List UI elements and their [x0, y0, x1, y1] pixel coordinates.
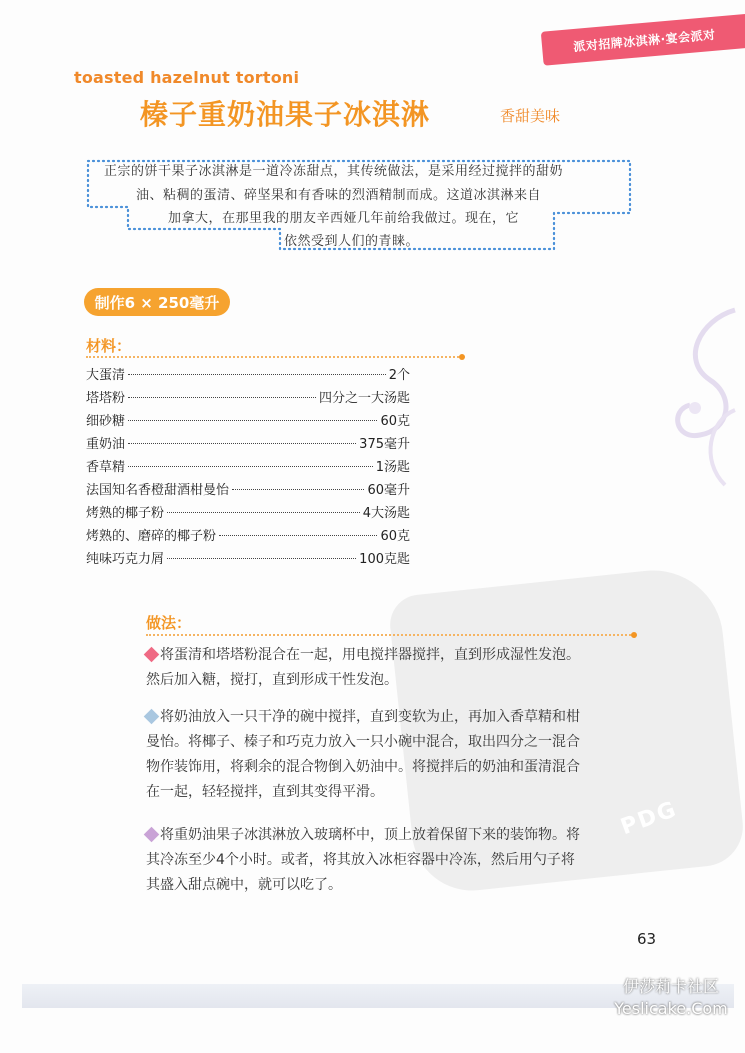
- site-watermark-line-1: 伊莎莉卡社区: [622, 977, 719, 996]
- ingredient-name: 大蛋清: [86, 368, 126, 383]
- ingredient-name: 法国知名香橙甜酒柑曼怡: [86, 483, 230, 498]
- leader-dots: [128, 420, 377, 421]
- ingredient-amount: 4大汤匙: [362, 506, 410, 521]
- site-watermark-line-2: Yeslicake.Com: [614, 999, 728, 1018]
- ingredient-name: 纯味巧克力屑: [86, 552, 165, 567]
- list-item: [86, 456, 410, 479]
- ingredient-amount: 60毫升: [367, 483, 410, 498]
- step-text: 将重奶油果子冰淇淋放入玻璃杯中，顶上放着保留下来的装饰物。将其冷冻至少4个小时。或者，将其放入冰柜容器中冷冻，然后用勺子将其盛入甜点碗中，就可以吃了。: [146, 827, 580, 893]
- diamond-bullet-icon: [144, 826, 160, 842]
- intro-line-2: 油、粘稠的蛋清、碎坚果和有香味的烈酒精制而成。这道冰淇淋来自: [136, 188, 542, 203]
- category-tag: 派对招牌冰淇淋·宴会派对: [541, 14, 745, 66]
- intro-box: [84, 155, 634, 253]
- list-item: [86, 525, 410, 548]
- list-item: [86, 548, 410, 571]
- diamond-bullet-icon: [144, 646, 160, 662]
- ingredient-amount: 60克: [380, 529, 410, 544]
- method-divider: [146, 634, 634, 636]
- list-item: [86, 479, 410, 502]
- diamond-bullet-icon: [144, 708, 160, 724]
- recipe-subtitle: 香甜美味: [500, 107, 561, 125]
- leader-dots: [219, 535, 377, 536]
- intro-line-1: 正宗的饼干果子冰淇淋是一道冷冻甜点，其传统做法，是采用经过搅拌的甜奶: [104, 164, 564, 179]
- ingredient-name: 烤熟的椰子粉: [86, 506, 165, 521]
- leader-dots: [167, 512, 360, 513]
- ingredients-list: [86, 364, 410, 571]
- ingredient-name: 烤熟的、磨碎的椰子粉: [86, 529, 217, 544]
- ingredient-amount: 375毫升: [359, 437, 410, 452]
- leader-dots: [232, 489, 364, 490]
- step-text: 将蛋清和塔塔粉混合在一起，用电搅拌器搅拌，直到形成湿性发泡。然后加入糖，搅打，直到形成干性发泡。: [146, 647, 580, 688]
- page-number: 63: [637, 930, 657, 948]
- list-item: [86, 410, 410, 433]
- ingredient-name: 细砂糖: [86, 414, 126, 429]
- intro-line-3: 加拿大，在那里我的朋友辛西娅几年前给我做过。现在，它: [168, 211, 520, 226]
- ingredient-amount: 1汤匙: [375, 460, 410, 475]
- english-title: toasted hazelnut tortoni: [74, 68, 300, 87]
- list-item: [86, 387, 410, 410]
- leader-dots: [128, 466, 373, 467]
- list-item: [86, 364, 410, 387]
- list-item: [86, 433, 410, 456]
- site-watermark: [606, 976, 736, 1028]
- method-step: [146, 705, 586, 805]
- leader-dots: [128, 374, 386, 375]
- step-text: 将奶油放入一只干净的碗中搅拌，直到变软为止，再加入香草精和柑曼怡。将椰子、榛子和巧克力放入一只小碗中混合，取出四分之一混合物作装饰用，将剩余的混合物倒入奶油中。将搅拌后的奶油和蛋清混合在一起，轻轻搅拌，直到其变得平滑。: [146, 709, 580, 800]
- ingredient-name: 重奶油: [86, 437, 126, 452]
- leader-dots: [167, 558, 356, 559]
- ingredients-divider: [86, 356, 462, 358]
- method-step: [146, 823, 586, 898]
- yield-badge: 制作6 × 250毫升: [84, 288, 230, 316]
- watermark-text: PDG: [617, 796, 681, 841]
- ingredient-amount: 60克: [380, 414, 410, 429]
- list-item: [86, 502, 410, 525]
- method-heading: 做法：: [146, 614, 192, 632]
- method-step: [146, 643, 586, 693]
- leader-dots: [128, 443, 356, 444]
- recipe-title: 榛子重奶油果子冰淇淋: [140, 98, 431, 131]
- ingredient-name: 塔塔粉: [86, 391, 126, 406]
- decorative-swirl: [640, 300, 740, 500]
- ingredient-amount: 四分之一大汤匙: [318, 391, 410, 406]
- leader-dots: [128, 397, 316, 398]
- ingredient-amount: 2个: [388, 368, 410, 383]
- ingredient-amount: 100克匙: [359, 552, 410, 567]
- ingredients-heading: 材料：: [86, 337, 132, 355]
- intro-line-4: 依然受到人们的青睐。: [284, 234, 420, 249]
- ingredient-name: 香草精: [86, 460, 126, 475]
